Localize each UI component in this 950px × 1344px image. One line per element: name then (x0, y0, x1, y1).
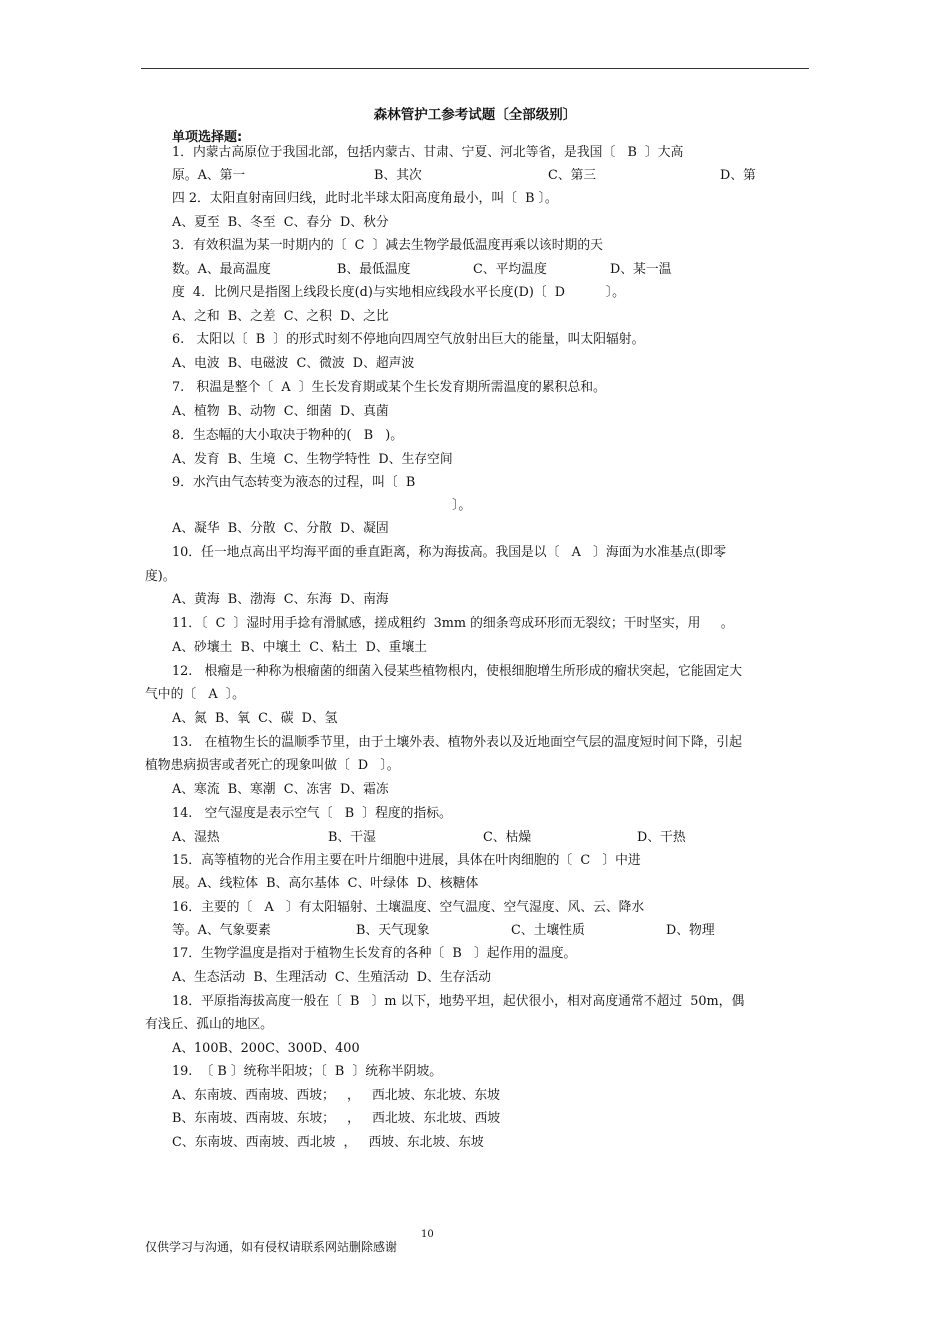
text-line: B、天气现象 (356, 923, 430, 938)
text-line: A、植物 B、动物 C、细菌 D、真菌 (172, 404, 389, 419)
text-line: A、夏至 B、冬至 C、春分 D、秋分 (172, 215, 389, 230)
section-heading: 单项选择题: (172, 130, 243, 145)
text-line: A、发育 B、生境 C、生物学特性 D、生存空间 (172, 452, 453, 467)
text-line: A、氮 B、氧 C、碳 D、氢 (172, 711, 338, 726)
text-line: A、砂壤土 B、中壤土 C、粘土 D、重壤土 (172, 640, 428, 655)
text-line: 15．高等植物的光合作用主要在叶片细胞中进展，具体在叶肉细胞的〔 C 〕中进 (172, 853, 641, 868)
text-line: C、枯燥 (483, 830, 532, 845)
text-line: D、某一温 (610, 262, 672, 277)
text-line: C、第三 (548, 168, 597, 183)
text-line: 气中的〔 A 〕。 (145, 687, 245, 702)
text-line: A、电波 B、电磁波 C、微波 D、超声波 (172, 356, 415, 371)
text-line: A、东南坡、西南坡、西坡； ， 西北坡、东北坡、东坡 (172, 1088, 500, 1103)
text-line: 3．有效积温为某一时期内的〔 C 〕减去生物学最低温度再乘以该时期的天 (172, 238, 603, 253)
text-line: 等。A、气象要素 (172, 923, 271, 938)
text-line: A、凝华 B、分散 C、分散 D、凝固 (172, 521, 389, 536)
text-line: B、干湿 (328, 830, 376, 845)
text-line: D、第 (720, 168, 756, 183)
text-line: D、物理 (666, 923, 715, 938)
text-line: 9．水汽由气态转变为液态的过程，叫〔 B (172, 475, 416, 490)
text-line: B、其次 (374, 168, 422, 183)
page-number: 10 (421, 1229, 434, 1240)
text-line: 7. 积温是整个〔 A 〕生长发育期或某个生长发育期所需温度的累积总和。 (172, 380, 606, 395)
text-line: A、黄海 B、渤海 C、东海 D、南海 (172, 592, 389, 607)
text-line: 8．生态幅的大小取决于物种的( B )。 (172, 428, 404, 443)
text-line: 12. 根瘤是一种称为根瘤菌的细菌入侵某些植物根内，使根细胞增生所形成的瘤状突起，它能固定大 (172, 664, 743, 679)
text-line: 四 2．太阳直射南回归线，此时北半球太阳高度角最小，叫〔 B 〕。 (172, 191, 558, 206)
text-line: 〕。 (452, 498, 472, 513)
text-line: 1．内蒙古高原位于我国北部，包括内蒙古、甘肃、宁夏、河北等省，是我国〔 B 〕大高 (172, 145, 684, 160)
text-line: 16．主要的〔 A 〕有太阳辐射、土壤温度、空气温度、空气湿度、风、云、降水 (172, 900, 645, 915)
text-line: C、东南坡、西南坡、西北坡 ， 西坡、东北坡、东坡 (172, 1135, 484, 1150)
text-line: D、干热 (637, 830, 686, 845)
text-line: C、土壤性质 (511, 923, 585, 938)
document-title: 森林管护工参考试题〔全部级别〕 (373, 107, 577, 123)
text-line: A、100B、200C、300D、400 (172, 1041, 360, 1056)
text-line: 数。A、最高温度 (172, 262, 271, 277)
text-line: 17．生物学温度是指对于植物生长发育的各种〔 B 〕起作用的温度。 (172, 946, 577, 961)
text-line: 11．〔 C 〕湿时用手捻有滑腻感，搓成粗约 3mm 的细条弯成环形而无裂纹；干时坚实，用 。 (172, 616, 734, 631)
text-line: 10．任一地点高出平均海平面的垂直距离，称为海拔高。我国是以〔 A 〕海面为水准基点(即零 (172, 545, 727, 560)
text-line: 展。A、线粒体 B、高尔基体 C、叶绿体 D、核糖体 (172, 876, 479, 891)
text-line: C、平均温度 (473, 262, 547, 277)
text-line: A、寒流 B、寒潮 C、冻害 D、霜冻 (172, 782, 389, 797)
text-line: A、生态活动 B、生理活动 C、生殖活动 D、生存活动 (172, 970, 492, 985)
text-line: 植物患病损害或者死亡的现象叫做〔 D 〕。 (145, 758, 400, 773)
text-line: 14. 空气湿度是表示空气〔 B 〕程度的指标。 (172, 806, 452, 821)
text-line: 度)。 (145, 569, 176, 584)
text-line: B、东南坡、西南坡、东坡； ， 西北坡、东北坡、西坡 (172, 1111, 501, 1126)
footer-note: 仅供学习与沟通，如有侵权请联系网站删除感谢 (145, 1240, 398, 1254)
header-rule (141, 68, 809, 69)
text-line: 19. 〔 B 〕统称半阳坡；〔 B 〕统称半阴坡。 (172, 1064, 443, 1079)
text-line: 原。A、第一 (172, 168, 246, 183)
text-line: 18．平原指海拔高度一般在〔 B 〕m 以下，地势平坦，起伏很小，相对高度通常不超过 50m，偶 (172, 994, 745, 1009)
text-line: A、湿热 (172, 830, 220, 845)
text-line: A、之和 B、之差 C、之积 D、之比 (172, 309, 389, 324)
text-line: B、最低温度 (337, 262, 411, 277)
text-line: 有浅丘、孤山的地区。 (145, 1017, 273, 1032)
text-line: 6. 太阳以〔 B 〕的形式时刻不停地向四周空气放射出巨大的能量，叫太阳辐射。 (172, 332, 645, 347)
text-line: 度 4．比例尺是指图上线段长度(d)与实地相应线段水平长度(D)〔 D 〕。 (172, 285, 625, 300)
text-line: 13. 在植物生长的温顺季节里，由于土壤外表、植物外表以及近地面空气层的温度短时间下降，引起 (172, 735, 743, 750)
